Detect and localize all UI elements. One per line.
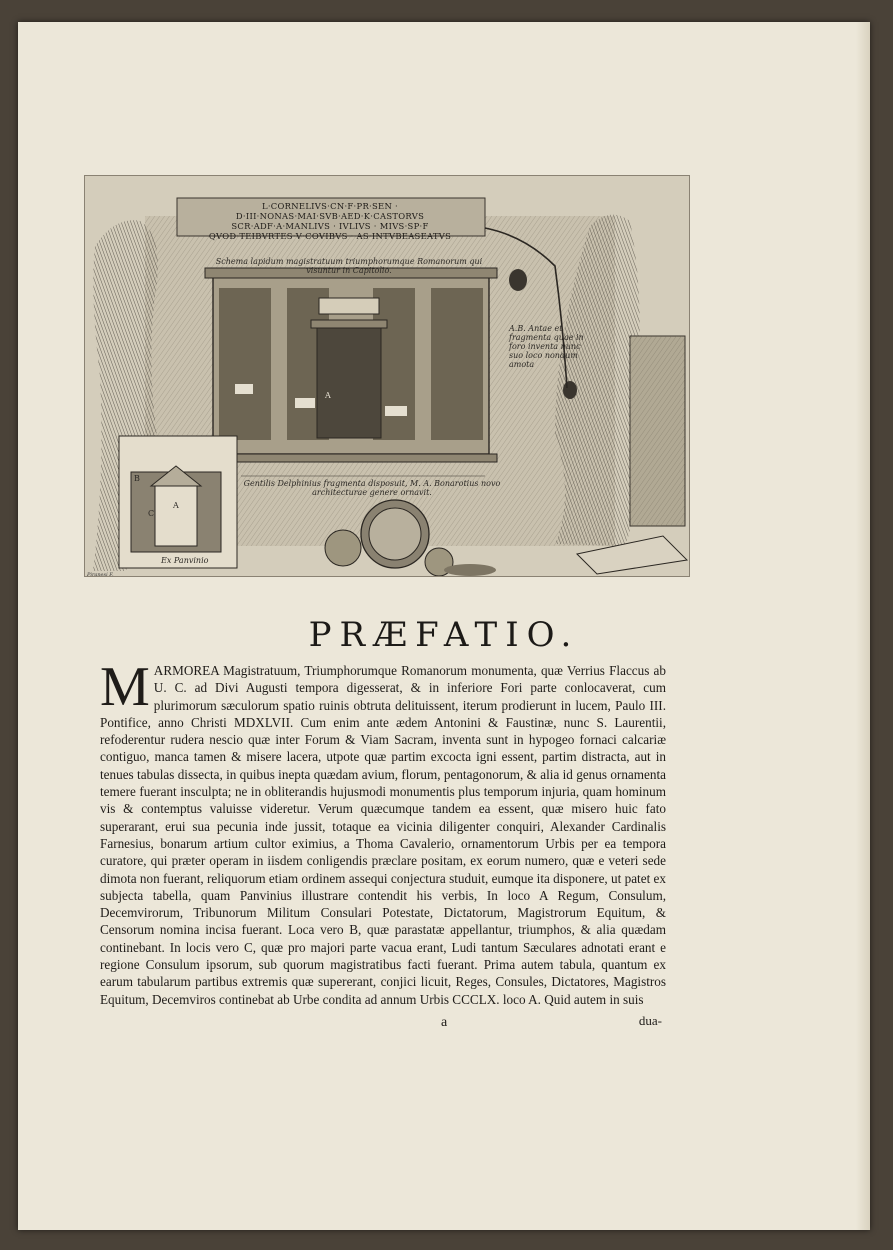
book-page [18, 22, 870, 1230]
page-title: PRÆFATIO. [308, 615, 580, 655]
bottom-caption: Gentilis Delphinius fragmenta disposuit, M. A. Bonarotius novo architecturae genere ornavit. [243, 479, 501, 497]
frame-letter-a: A [325, 391, 331, 400]
preface-text [100, 656, 666, 1008]
engraver-signature: Piranesi F. [87, 572, 114, 578]
preface-paragraph: ARMOREA Magistratuum, Triumphorumque Romanorum monumenta, quæ Verrius Flaccus ab U. C. ad Divi Augusti tempora digesserat, & in inferiore Fori parte conlocaverat, cum plurimorum sæculorum spatio ruinis obtruta delituissent, iterum prodierunt in lucem, Paulo III. Pontifice, anno Christi MDXLVII. Cum enim ante ædem Antonini & Faustinæ, nunc S. Laurentii, refoderentur rudera nescio quæ inter Forum & Viam Sacram, inventa sunt in hypogeo fornaci calcariæ contiguo, manca tamen & misere lacera, utpote quæ partim excocta igni essent, partim distracta, aut in tenues tabulas dissecta, in quibus inepta quædam avium, florum, pentagonorum, & alia id genus ornamenta temere fuerant insculpta; ne in obliterandis hujusmodi monumentis plus temporum injuria, quam hominum vis & contemptus valuisse videretur. Verum quæcumque tandem ea essent, quæ misero huic fato superarant, erui sua pecunia inde jussit, totaque ea vicinia diligenter conquiri, Alexander Cardinalis Farnesius, bonarum artium cultor eximius, a Thoma Cavalerio, ornamentorum Urbis per ea tempora curatore, qui præter operam in iisdem conligendis præclare positam, ex eorum numero, quæ e veteri sede dimota non fuerant, reliquorum etiam ordinem assequi conjectura studuit, eumque ita disponere, ut patet ex subjecta tabella, quam Panvinius illustrare contendit his verbis, In loco A Regum, Consulum, Decemvirorum, Tribunorum Militum Consulari Potestate, Dictatorum, Magistrorum Equitum, & Censorum nomina incisa fuerant. Loca vero B, quæ parastatæ appellantur, triumphos, & alia quædam continebant. In locis vero C, quæ pro majori parte vacua erant, Ludi tantum Sæculares adnotati erant e regione Consulum ipsorum, sub quorum magistratibus facti fuerant. Prima autem tabula, quantum ex earum tabularum partibus extremis quæ supererant, conjici licuit, Reges, Consules, Dictatores, Magistros Equitum, Decemviros continebat ab Urbe condita ad annum Urbis CCCLX. loco A. Quid autem in suis [100, 663, 666, 1007]
catchword: dua- [638, 1013, 662, 1028]
inset-letter-b: B [134, 474, 140, 483]
drop-cap: M [100, 656, 150, 718]
engraved-plate [84, 175, 690, 577]
inset-letter-c: C [148, 509, 155, 518]
slab-inscription [179, 201, 481, 241]
inscription-line: QVOD·TEIBVRTES·V·COVIBVS · AS·INTVBEASEATVS [208, 231, 452, 241]
inset-letter-a: A [173, 501, 179, 510]
inscription-line: L·CORNELIVS·CN·F·PR·SEN · D·III·NONAS·MAI·SVB·AED·K·CASTORVS [235, 201, 425, 221]
side-note: A.B. Antae et fragmenta quae in foro inventa nunc suo loco nondum amota [509, 324, 584, 369]
inset-caption: Ex Panvinio [161, 556, 209, 565]
signature-mark: a [441, 1015, 448, 1030]
inscription-line: SCR·ADF·A·MANLIVS · IVLIVS · MIVS·SP·F [231, 221, 429, 231]
schema-caption: Schema lapidum magistratuum triumphorumque Romanorum qui visuntur in Capitolio. [215, 257, 483, 275]
